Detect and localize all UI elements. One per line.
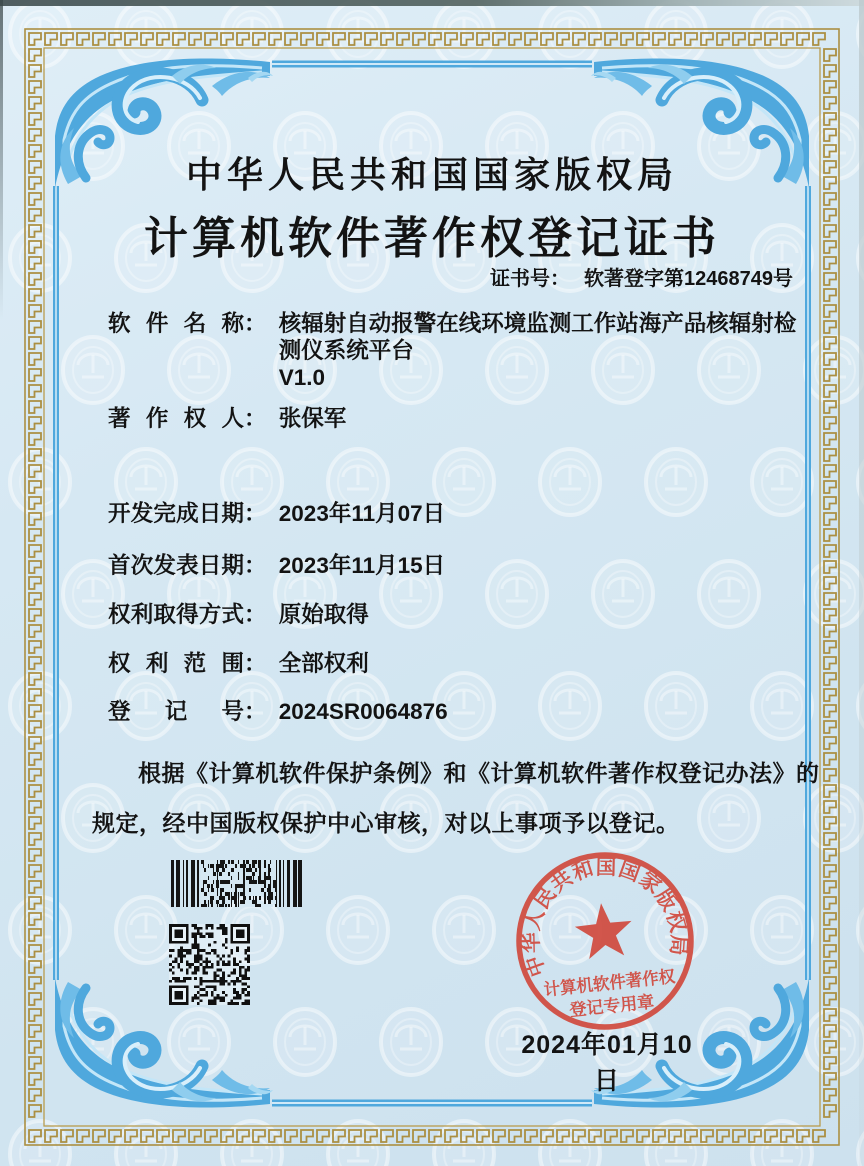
- field-value: 全部权利: [278, 651, 369, 676]
- photo-edge-top: [0, 0, 864, 6]
- gold-meander-border: [29, 33, 836, 1142]
- issue-date: 2024年01月10日: [521, 1031, 693, 1095]
- field-value: 张保军: [278, 406, 347, 431]
- field-colon: ：: [244, 651, 267, 676]
- field-value: 原始取得: [278, 602, 369, 627]
- field-colon: ：: [244, 406, 267, 431]
- certificate-number: [490, 262, 793, 291]
- barcode-image: [171, 860, 303, 907]
- field-software-name: [108, 310, 796, 391]
- field-colon: ：: [244, 699, 267, 724]
- field-value: 2023年11月15日: [278, 553, 446, 578]
- certificate-number-label: 证书号：: [490, 268, 571, 290]
- field-rights-acquisition: [108, 601, 369, 628]
- software-version: V1.0: [278, 365, 326, 390]
- field-colon: ：: [244, 501, 267, 526]
- field-label: 软 件 名 称: [108, 311, 244, 336]
- statement-line-1: 根据《计算机软件保护条例》和《计算机软件著作权登记办法》的: [138, 760, 820, 786]
- field-colon: ：: [244, 553, 267, 578]
- software-name-line-2: 测仪系统平台: [278, 338, 414, 363]
- field-copyright-owner: [108, 405, 346, 432]
- field-registration-no: [108, 698, 448, 725]
- field-label: 登 记 号: [108, 699, 244, 724]
- field-dev-complete-date: [108, 500, 445, 527]
- authority-title: 中华人民共和国国家版权局: [185, 154, 678, 195]
- seal-star-icon: [573, 900, 635, 960]
- field-label: 开 发 完 成 日 期: [108, 501, 244, 526]
- official-seal: [505, 841, 705, 1041]
- seal-text-line-1: 计算机软件著作权: [542, 966, 681, 1000]
- field-value: [279, 310, 797, 391]
- field-colon: ：: [244, 602, 267, 627]
- seal-text-line-2: 登记专用章: [568, 992, 656, 1021]
- field-first-publish-date: [108, 552, 445, 579]
- certificate-title: 计算机软件著作权登记证书: [144, 214, 720, 263]
- field-label: 首 次 发 表 日 期: [108, 553, 244, 578]
- seal-ring-text: 中华人民共和国国家版权局: [519, 855, 691, 980]
- software-name-line-1: 核辐射自动报警在线环境监测工作站海产品核辐射检: [278, 311, 797, 336]
- field-label: 权 利 取 得 方 式: [108, 602, 244, 627]
- field-rights-scope: [108, 650, 369, 677]
- field-label: 著 作 权 人: [108, 406, 244, 431]
- statement-line-2: 规定，经中国版权保护中心审核，对以上事项予以登记。: [92, 810, 680, 836]
- qr-code-image: [169, 924, 250, 1005]
- certificate-number-value: 软著登字第12468749号: [584, 268, 793, 290]
- field-value: 2024SR0064876: [278, 699, 448, 724]
- field-label: 权 利 范 围: [108, 651, 244, 676]
- field-colon: ：: [244, 311, 267, 336]
- field-value: 2023年11月07日: [278, 501, 446, 526]
